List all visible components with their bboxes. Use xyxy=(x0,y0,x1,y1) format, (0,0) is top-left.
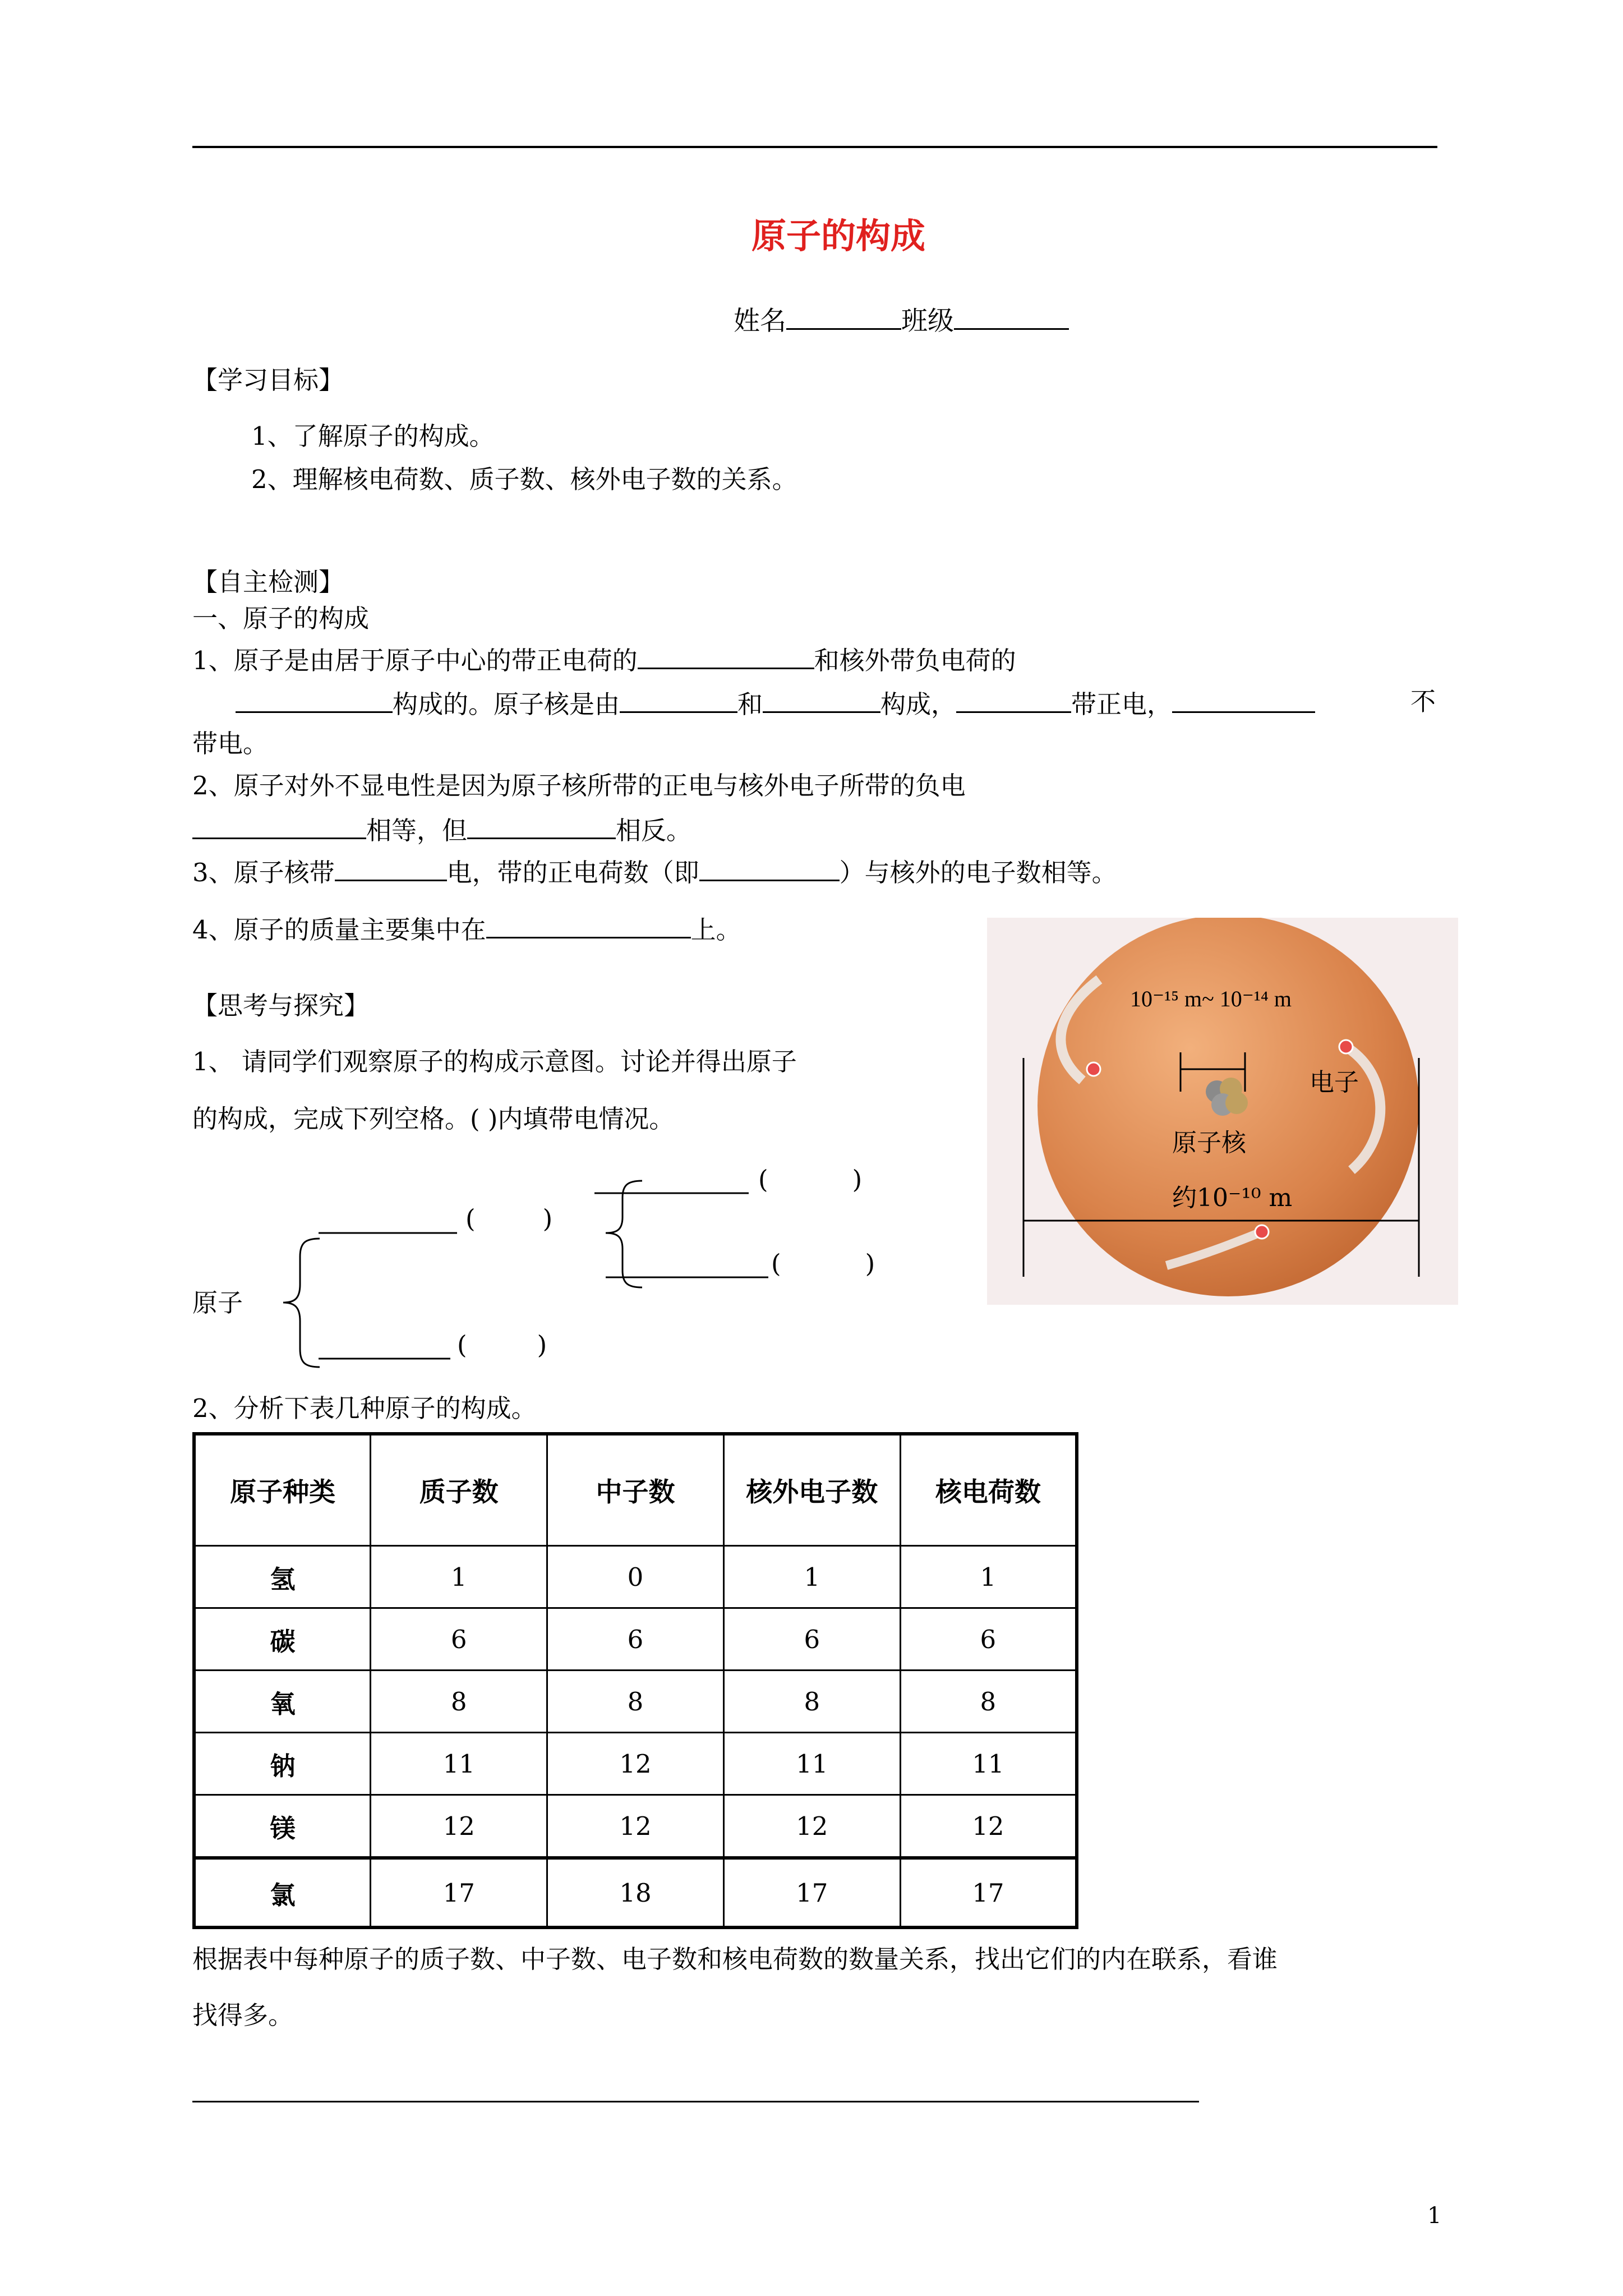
paren-nucleus-bottom[interactable]: ( ) xyxy=(771,1249,875,1278)
atom-structure-figure xyxy=(987,918,1458,1305)
self-check-heading: 【自主检测】 xyxy=(192,567,344,597)
electron-dot xyxy=(1255,1225,1269,1239)
table-cell: 6 xyxy=(371,1608,547,1671)
table-cell: 11 xyxy=(371,1733,547,1795)
table-row xyxy=(194,1733,1077,1795)
atom-diagram xyxy=(987,918,1458,1305)
paren-top[interactable]: ( ) xyxy=(758,1165,863,1194)
table-cell: 12 xyxy=(371,1795,547,1858)
table-cell: 1 xyxy=(900,1546,1077,1608)
table-cell: 8 xyxy=(723,1671,900,1733)
table-cell: 1 xyxy=(371,1546,547,1608)
table-cell: 0 xyxy=(547,1546,724,1608)
page-number: 1 xyxy=(1427,2203,1442,2229)
table-cell: 1 xyxy=(723,1546,900,1608)
table-cell: 6 xyxy=(900,1608,1077,1671)
table-row xyxy=(194,1795,1077,1858)
tree-root: 原子 xyxy=(192,1288,243,1318)
table-cell: 8 xyxy=(547,1671,724,1733)
table-cell: 氢 xyxy=(194,1546,371,1608)
table-cell: 17 xyxy=(900,1858,1077,1927)
table-cell: 12 xyxy=(547,1733,724,1795)
objectives-heading: 【学习目标】 xyxy=(192,365,344,395)
q2-line1: 2、原子对外不显电性是因为原子核所带的正电与核外电子所带的负电 xyxy=(192,771,966,800)
table-row xyxy=(194,1608,1077,1671)
table-cell: 11 xyxy=(900,1733,1077,1795)
q3-line: 3、原子核带 电，带的正电荷数（即 ）与核外的电子数相等。 xyxy=(192,858,1117,887)
table-cell: 12 xyxy=(723,1795,900,1858)
answer-line[interactable] xyxy=(192,2101,1199,2102)
q1-tail-bu: 不 xyxy=(1410,687,1436,716)
table-cell: 碳 xyxy=(194,1608,371,1671)
self-check-sub: 一、原子的构成 xyxy=(192,604,370,633)
explore-q1-line2: 的构成，完成下列空格。( )内填带电情况。 xyxy=(192,1104,675,1134)
paren-bottom[interactable]: ( ) xyxy=(457,1330,547,1360)
atom-size-label: 约10⁻¹⁰ m xyxy=(1172,1184,1293,1212)
electron-dot xyxy=(1087,1062,1100,1076)
table-cell: 8 xyxy=(371,1671,547,1733)
objective-item: 1、了解原子的构成。 xyxy=(251,421,495,451)
table-row xyxy=(194,1671,1077,1733)
conclusion-line2: 找得多。 xyxy=(192,2000,294,2030)
table-cell: 6 xyxy=(547,1608,724,1671)
column-header: 原子种类 xyxy=(194,1434,371,1546)
table-row xyxy=(194,1858,1077,1927)
column-header: 核外电子数 xyxy=(723,1434,900,1546)
objective-item: 2、理解核电荷数、质子数、核外电子数的关系。 xyxy=(251,464,797,494)
table-cell: 12 xyxy=(547,1795,724,1858)
table-cell: 钠 xyxy=(194,1733,371,1795)
column-header: 核电荷数 xyxy=(900,1434,1077,1546)
column-header: 中子数 xyxy=(547,1434,724,1546)
table-row xyxy=(194,1546,1077,1608)
table-header-row xyxy=(194,1434,1077,1546)
table-cell: 11 xyxy=(723,1733,900,1795)
electron-label: 电子 xyxy=(1310,1068,1359,1097)
table-cell: 18 xyxy=(547,1858,724,1927)
q1-line3: 带电。 xyxy=(192,729,269,758)
table-cell: 17 xyxy=(723,1858,900,1927)
table-cell: 17 xyxy=(371,1858,547,1927)
q1-line2: 构成的。原子核是由 和 构成， 带正电， xyxy=(236,689,1315,717)
table-cell: 8 xyxy=(900,1671,1077,1733)
q2-line2: 相等，但 相反。 xyxy=(192,815,691,843)
conclusion-line1: 根据表中每种原子的质子数、中子数、电子数和核电荷数的数量关系，找出它们的内在联系，看谁 xyxy=(192,1944,1278,1974)
q1-line1: 1、原子是由居于原子中心的带正电荷的 和核外带负电荷的 xyxy=(192,646,1016,675)
class-label: 班级 xyxy=(901,306,954,337)
column-header: 质子数 xyxy=(371,1434,547,1546)
table-cell: 氧 xyxy=(194,1671,371,1733)
atom-composition-table xyxy=(192,1432,1078,1929)
explore-heading: 【思考与探究】 xyxy=(192,991,370,1020)
table-cell: 氯 xyxy=(194,1858,371,1927)
paren-mid[interactable]: ( ) xyxy=(465,1204,553,1234)
table-cell: 12 xyxy=(900,1795,1077,1858)
electron-dot xyxy=(1339,1040,1353,1053)
table-cell: 6 xyxy=(723,1608,900,1671)
name-label: 姓名 xyxy=(734,306,786,337)
table-cell: 镁 xyxy=(194,1795,371,1858)
q4-line: 4、原子的质量主要集中在 上。 xyxy=(192,915,741,945)
nucleus-size-label: 10⁻¹⁵ m~ 10⁻¹⁴ m xyxy=(1130,986,1292,1011)
page-title: 原子的构成 xyxy=(751,215,926,256)
explore-q1-line1: 1、 请同学们观察原子的构成示意图。讨论并得出原子 xyxy=(192,1047,797,1076)
nucleus-label: 原子核 xyxy=(1172,1129,1246,1157)
outer-brace xyxy=(283,1239,320,1367)
inner-brace xyxy=(606,1181,642,1287)
explore-q2: 2、分析下表几种原子的构成。 xyxy=(192,1393,537,1423)
